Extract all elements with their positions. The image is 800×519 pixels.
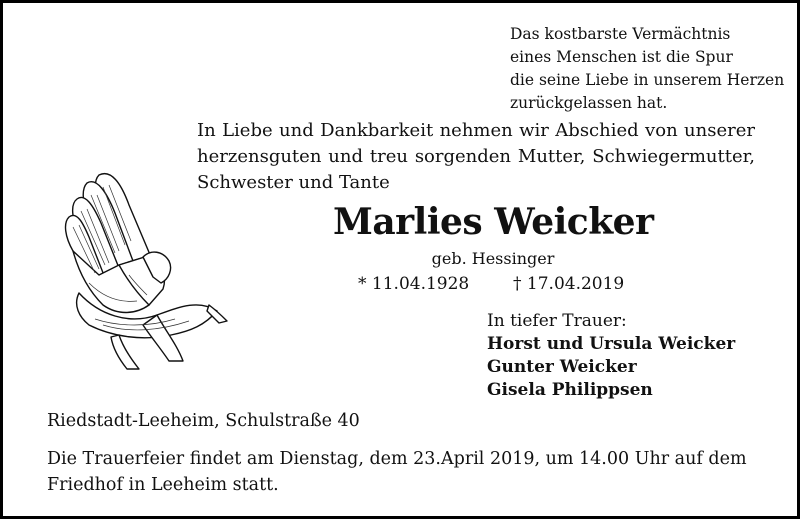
farewell-line: In Liebe und Dankbarkeit nehmen wir Abschied von unserer	[197, 120, 755, 141]
motto-line: eines Menschen ist die Spur	[510, 48, 733, 66]
mourner-name: Gunter Weicker	[487, 357, 637, 377]
mourner-name: Gisela Philippsen	[487, 380, 653, 400]
mourners-heading: In tiefer Trauer:	[487, 311, 627, 331]
motto-line: zurückgelassen hat.	[510, 94, 668, 112]
mourner-name: Horst und Ursula Weicker	[487, 334, 736, 354]
service-line: Die Trauerfeier findet am Dienstag, dem 23.April 2019, um 14.00 Uhr auf dem	[47, 449, 747, 469]
motto-line: die seine Liebe in unserem Herzen	[510, 71, 785, 89]
farewell-text	[197, 118, 755, 196]
funeral-service-info	[47, 446, 747, 498]
deceased-name: Marlies Weicker	[333, 201, 654, 243]
address: Riedstadt-Leeheim, Schulstraße 40	[47, 411, 360, 431]
birth-date: * 11.04.1928	[358, 274, 470, 294]
farewell-line: herzensguten und treu sorgenden Mutter, Schwiegermutter,	[197, 146, 755, 167]
motto-line: Das kostbarste Vermächtnis	[510, 25, 731, 43]
farewell-line: Schwester und Tante	[197, 172, 390, 193]
death-date: † 17.04.2019	[513, 274, 625, 294]
maiden-name: geb. Hessinger	[431, 249, 555, 268]
mourners-list	[487, 310, 787, 402]
praying-hands-icon	[59, 165, 229, 375]
service-line: Friedhof in Leeheim statt.	[47, 475, 279, 495]
motto-quote	[510, 23, 795, 115]
